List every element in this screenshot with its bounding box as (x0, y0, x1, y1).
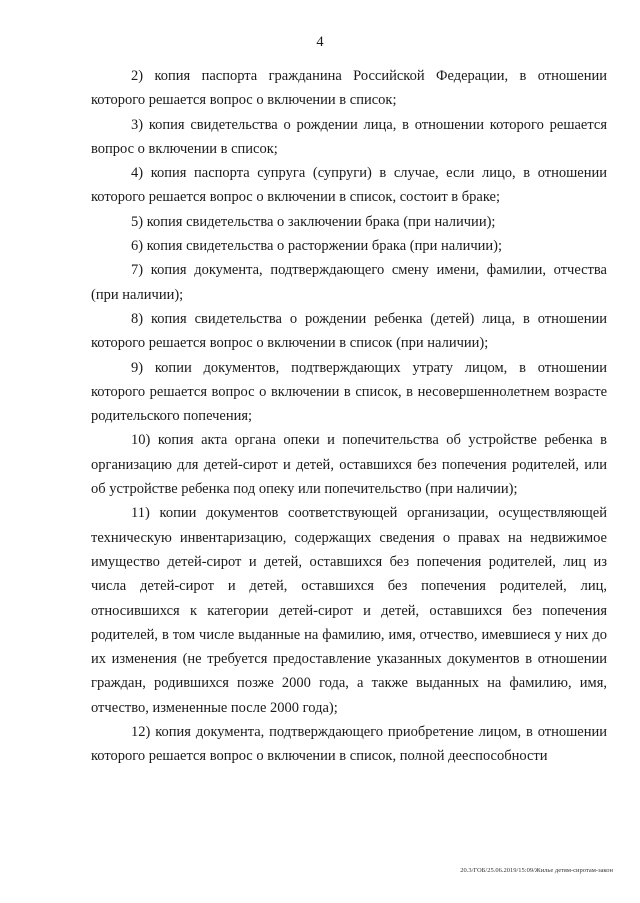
list-item: 9) копии документов, подтверждающих утрату лицом, в отношении которого решается вопрос о включении в список, в несовершеннолетнем возрасте родительского попечения; (91, 359, 607, 425)
list-item: 8) копия свидетельства о рождении ребенка (детей) лица, в отношении которого решается вопрос о включении в список (при наличии); (91, 310, 607, 352)
list-item: 7) копия документа, подтверждающего смену имени, фамилии, отчества (при наличии); (91, 262, 607, 303)
page-number: 4 (316, 34, 324, 50)
footer-stamp: 20.3/ГОБ/25.06.2019/15:09/Жилье детям-сиротам-закон (460, 867, 613, 874)
list-item: 2) копия паспорта гражданина Российской Федерации, в отношении которого решается вопрос о включении в список; (91, 68, 607, 109)
list-item: 3) копия свидетельства о рождении лица, в отношении которого решается вопрос о включении в список; (91, 116, 607, 157)
document-body (91, 64, 607, 769)
list-item: 6) копия свидетельства о расторжении брака (при наличии); (131, 238, 503, 255)
list-item: 11) копии документов соответствующей организации, осуществляющей техническую инвентаризацию, содержащих сведения о правах на недвижимое имущество детей-сирот и детей, оставшихся без попечения родителей, лиц из числа детей-сирот и детей, оставшихся без попечения родителей, лиц, относившихся к категории детей-сирот и детей, оставшихся без попечения родителей, в том числе выданные на фамилию, имя, отчество, имевшиеся у них до их изменения (не требуется предоставление указанных документов в отношении граждан, родившихся позже 2000 года, а также выданных на фамилию, имя, отчество, измененные после 2000 года); (91, 505, 607, 716)
list-item: 12) копия документа, подтверждающего приобретение лицом, в отношении которого решается вопрос о включении в список, полной дееспособности (91, 724, 607, 765)
list-item: 4) копия паспорта супруга (супруги) в случае, если лицо, в отношении которого решается вопрос о включении в список, состоит в браке; (91, 165, 607, 206)
list-item: 5) копия свидетельства о заключении брака (при наличии); (131, 213, 496, 230)
list-item: 10) копия акта органа опеки и попечительства об устройстве ребенка в организацию для детей-сирот и детей, оставшихся без попечения родителей, или об устройстве ребенка под опеку или попечительство (при наличии); (91, 432, 607, 498)
